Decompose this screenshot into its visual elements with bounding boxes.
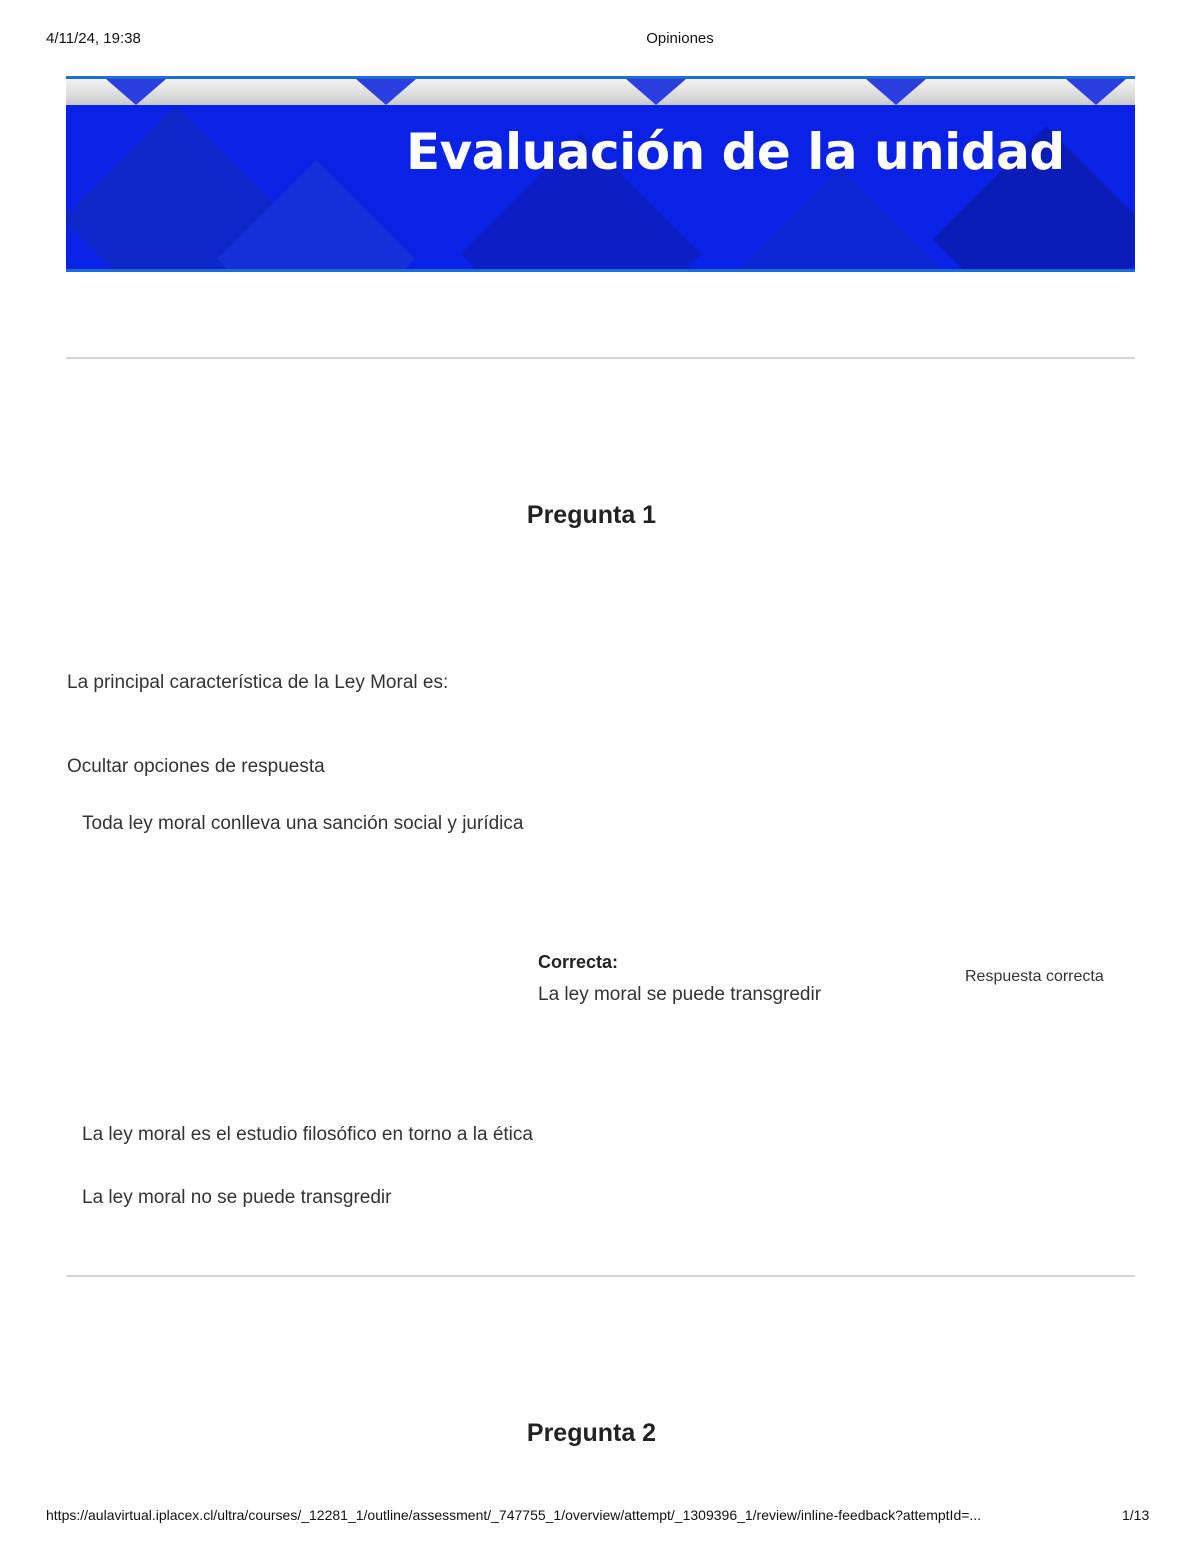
banner-top-strip [66,79,1135,105]
question-2-title: Pregunta 2 [526,1419,657,1447]
print-page-number: 1/13 [1122,1507,1150,1523]
answer-option: La ley moral no se puede transgredir [82,1187,392,1208]
question-1-title: Pregunta 1 [526,501,657,529]
correct-answer-status: Respuesta correcta [965,968,1104,985]
correct-answer-text: La ley moral se puede transgredir [538,984,822,1005]
banner-title: Evaluación de la unidad [406,123,1065,181]
print-url: https://aulavirtual.iplacex.cl/ultra/courses/_12281_1/outline/assessment/_747755_1/overview/attempt/_1309396_1/review/inline-feedback?attemptId=... [46,1507,982,1523]
banner [66,76,1135,272]
answer-option: Toda ley moral conlleva una sanción social y jurídica [82,813,524,834]
correct-answer-label: Correcta: [538,952,619,972]
print-page-title: Opiniones [646,30,714,47]
hide-answer-options-toggle[interactable]: Ocultar opciones de respuesta [67,756,325,777]
divider [66,1275,1135,1277]
divider [66,357,1135,359]
answer-option: La ley moral es el estudio filosófico en torno a la ética [82,1124,533,1145]
print-date: 4/11/24, 19:38 [46,30,141,47]
question-1-prompt: La principal característica de la Ley Moral es: [67,672,449,693]
